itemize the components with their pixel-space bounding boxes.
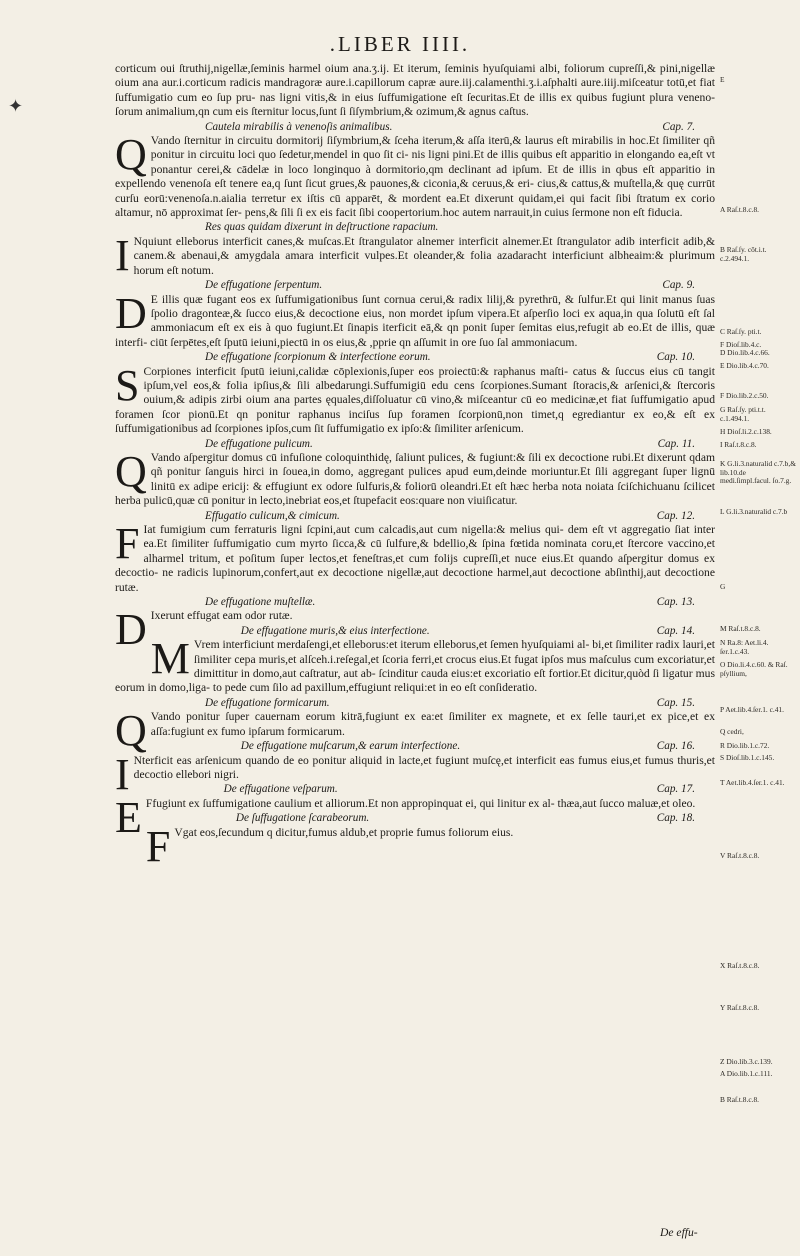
drop-initial: F: [115, 519, 140, 568]
paragraph-text: Nquiunt elleborus interficit canes,& muſcas.Et ſtrangulator alnemer interficit alnemer.Et ſtrangulator adib interficit adib,& canem.& abenaui,& amygdala amara interficit vulpes.Et oleander,& folia azadaracht interficiunt albheaim:& plurimum horum eſt notum.: [133, 234, 715, 277]
paragraph-text: Vando aſpergitur domus cū infuſione coloquinthidę, ſaliunt pulices, & fugiunt:& ſili ex decoctione rubi.Et dixerunt qdam qñ ponitur ſanguis hirci in ſouea,in domo, aggregant pulices apud eum,deinde moriuntur.Et ſili aggregant ſuper lignū linitū ex adipe ericij: & effugiunt ex odore ſulfuris,& foliorū oleandri.Et eſt hæc herba nota noiata ſciſchichuanu ſcilicet herba pulicū,quæ cū ponitur in lecto,inebriat eos,et ſtupefacit eos:quare non viuiſicatur.: [115, 450, 715, 508]
chapter-rubric: [134, 782, 715, 796]
chapter-number: Cap. 11.: [657, 437, 695, 450]
chapter-number: Cap. 13.: [656, 596, 695, 609]
margin-note: T Aet.lib.4.ſer.1. c.41.: [720, 778, 785, 787]
paragraph-text: Vgat eos,ſecundum q dicitur,fumus aldub,et proprie fumus foliorum eius.: [174, 825, 514, 839]
drop-initial: S: [115, 360, 140, 410]
chapter-number: Cap. 14.: [656, 624, 695, 637]
chapter-number: Cap. 18.: [656, 812, 695, 825]
rubric-title: De effugatione ſcorpionum & interfectione eorum.: [205, 351, 431, 364]
margin-note: F Dioſ.lib.4.c.: [720, 340, 762, 349]
chapter-rubric: [115, 509, 715, 523]
rubric-title: De effugatione formicarum.: [205, 696, 330, 709]
main-text-column: [115, 62, 715, 871]
drop-initial: D: [115, 288, 147, 338]
text-paragraph: [115, 62, 715, 120]
margin-note: Q cedri,: [720, 727, 744, 736]
margin-note: I Raſ.t.8.c.8.: [720, 440, 757, 449]
rubric-title: De effugatione muſcarum,& earum interfectione.: [240, 740, 461, 753]
margin-note: X Raſ.t.8.c.8.: [720, 961, 760, 970]
paragraph-text: Nterficit eas arſenicum quando de eo ponitur aliquid in lacte,et fugiunt muſcę,et interficit eas fumus eius,et fumus thuris,et decoctio ellebori nigri.: [133, 753, 715, 781]
rubric-title: De effugatione veſparum.: [223, 783, 338, 796]
chapter-rubric: [115, 437, 715, 451]
text-paragraph: [115, 130, 715, 220]
paragraph-text: Iat fumigium cum ferraturis ligni ſcpini,aut cum calcadis,aut cum nigella:& melius qui- dem eſt vt aggregatio ſiat inter ea.Et ſimiliter ſuffumigatio cum myrto ſicca,& cū ſulfure,& bdellio,& ſpina fœtida nominata coru,et ſtercore vaccino,et alharmel tritum, et poſitum ſuper lectos,et feneſtras,et cum folijs cupreſſi,et nuce eius.Et quando aſpergitur domus ex decoctio- ne radicis lupinorum,confert,aut ex decoctione nigellæ,aut decoctione harmel,aut decoctione abſinthij,aut decoctione rutæ.: [115, 523, 715, 594]
rubric-title: De effugatione pulicum.: [205, 437, 313, 450]
paragraph-text: Ffugiunt ex ſuffumigatione caulium et alliorum.Et non appropinquat ei, qui linitur ex al- thæa,aut ſucco maluæ,et oleo.: [145, 796, 696, 810]
paragraph-text: Corpiones interficit ſputū ieiuni,calidæ cōplexionis,ſuper eos proiectū:& raphanus maſti- catus & ſuccus eius cū tangit ipſum,vel eos,& folia ipſius,& ſili albedarungi.Suffumigiū edu cens ſcorpiones.Sumant ſtoracis,& arſenici,& ſtercoris ouium,& adipis zirbi oium ana partes ęquales,diſſoluatur cū vino,& miſceantur cū eo medicinæ,et fiat ſuffumigatio apud foramen ſcor pionū.Et qn ponitur raphanus inciſus ſup foramen ſcorpionū,non timet,q egrediantur ex eo,& eſt ex ſuffumigationibus ad ſcorpiones ipſos,cum ſit ſuffumigatio ex ipſo:& ſimiliter arſenicum.: [115, 364, 715, 436]
chapter-number: Cap. 17.: [656, 783, 695, 796]
paragraph-text: Vrem interficiunt merdaſengi,et elleborus:et iterum elleborus,et ſemen hyuſquiami al- bi,et ſimiliter radix lauri,et ſimiliter cepa muris,et alſceh.i.reſegal,et ſcoria ferri,et crocus eius.Et fugat ipſos mus maſculus cum excoriatur,et dimittitur in domo,aut caſtratur, aut ab- ſcinditur cauda eius:et excoriatio eſt fortior.Et dicitur,quòd ſi ligatur mus eorum in domo,liga- to pede cum ſilo ad paxillum,effugiunt reliqui:et in eo eſt conſideratio.: [115, 638, 715, 695]
chapter-rubric: [146, 811, 715, 825]
margin-note: E: [720, 75, 725, 84]
paragraph-text: corticum oui ſtruthij,nigellæ,ſeminis harmel oium ana.ʒ.ij. Et iterum, ſeminis hyuſquiami albi, foliorum cupreſſi,& pini,nigellæ oium ana aur.i.corticum radicis mandragoræ aure.i.capillorum capræ aure.iij.calamenthi.ʒ.i.aſphalti aure.iiij.miſceatur totū,et fiat ſuffumigatio cum eo ſup pru- nas ligni vitis,& in eius ſuffumigatione eſt ſecuritas.Et de illis ex quibus fugiunt plura veneno- ſorum animalium,qn cum eis ſternitur locus,ſunt ſi ſiſymbrium,& ozimum,& agnus caſtus.: [115, 62, 715, 119]
drop-initial: Q: [115, 130, 147, 180]
rubric-title: Effugatio culicum,& cimicum.: [205, 509, 340, 522]
chapter-rubric: [115, 278, 715, 292]
rubric-title: De effugatione ſerpentum.: [205, 279, 323, 292]
text-paragraph: [115, 634, 715, 696]
catchword: De effu-: [660, 1226, 698, 1239]
margin-note: F Dio.lib.2.c.50.: [720, 391, 769, 400]
margin-note: S Dioſ.lib.1.c.145.: [720, 753, 775, 762]
drop-initial: E: [115, 792, 142, 842]
paragraph-text: E illis quæ fugant eos ex ſuffumigationibus ſunt cornua cerui,& radix lilij,& pyrethrū, & ſulfur.Et qui linit manus ſuas ſpolio dragonteæ,& ſucco eius,& decoctione eius, non mordet ipſum vipera.Et aſperſio loci ex aqua,in qua ſolutū eſt ſal ammoniacum eſt ex eis à quo fugiunt.Et ſinapis iterficit eā,& qn ponit ſuper ſemitas eius,refugit ab eo.Et de illis, quæ interfi- ciūt ſerpētes,eſt ſputū ieiuni,piectū in os eius,& ,pprie qn aſſumit in ore ſuo ſal ammoniacum.: [115, 292, 715, 349]
rubric-title: De effugatione muſtellæ.: [205, 596, 316, 609]
margin-note: E Dio.lib.4.c.70.: [720, 361, 769, 370]
chapter-number: Cap. 9.: [662, 279, 695, 292]
chapter-rubric: [151, 624, 715, 638]
chapter-rubric: [115, 120, 715, 134]
text-paragraph: [115, 230, 715, 280]
margin-note: C Raſ.ſy. pti.t.: [720, 327, 762, 336]
rubric-title: De ſuffugatione ſcarabeorum.: [235, 812, 370, 825]
drop-initial: Q: [115, 446, 147, 496]
margin-note: G Raſ.ſy. pti.t.t. c.1.494.1.: [720, 405, 766, 423]
drop-initial: I: [115, 230, 130, 280]
margin-note: P Aet.lib.4.ſer.1. c.41.: [720, 705, 784, 714]
drop-initial: M: [150, 634, 190, 684]
chapter-rubric: [115, 595, 715, 609]
text-paragraph: [115, 360, 715, 437]
margin-note: L G.li.3.naturalid c.7.b: [720, 507, 788, 516]
margin-ornament-icon: ✦: [8, 96, 24, 117]
drop-initial: D: [115, 605, 147, 655]
chapter-rubric: [115, 220, 715, 234]
paragraph-text: Vando ponitur ſuper cauernam eorum kitrā,fugiunt ex ea:et ſimiliter ex magnete, et ex ſelle tauri,et ex pice,et ex aſſa:fugiunt ex fumo ipſarum formicarum.: [150, 710, 715, 738]
running-head: .LIBER IIII.: [329, 32, 471, 56]
margin-note: K G.li.3.naturalid c.7.b,& lib.10.de medi.ſimpl.facul. ſo.7.g.: [720, 459, 796, 486]
chapter-number: Cap. 7.: [662, 120, 695, 133]
margin-note: V Raſ.t.8.c.8.: [720, 851, 760, 860]
chapter-number: Cap. 10.: [656, 351, 695, 364]
text-paragraph: [115, 446, 715, 509]
paragraph-text: Vando ſternitur in circuitu dormitorij ſiſymbrium,& ſceha iterum,& aſſa iterū,& laurus eſt mirabilis in hoc.Et ſimiliter qñ ponitur in circuitu loci quo ſedetur,mendel in quo ſit ci- nis ligni pini.Et de illis quibus eſt apparitio in elongando ea,eſt vt ponantur cerei,& cādelæ in loco longinquo à dormitorio,qm declinant ad ipſum. Et de illis in qbus eſt apparitio in expellendo venenoſa eſt tenere ea,q ſunt ſicut grues,& pauones,& ciconia,& ceruus,& eri- cius,& cattus,& muſtella,& quę currūt curſu eorū:venenoſa.n.aialia terretur ex iſtis cū apparēt, & mordent ea.Et dixerunt quidam,ei qui facit ſibi ſtratum ex corio altamur, nō approximat ſer- pens,& ſili ſi ex eis facit ſibi coopertorium.hoc autem narrauit,in cuius ſermone non eſt fiducia.: [115, 134, 715, 220]
chapter-number: Cap. 16.: [656, 740, 695, 753]
text-paragraph: [115, 821, 715, 871]
rubric-title: De effugatione muris,& eius interfectione.: [240, 624, 430, 637]
margin-note: O Dio.li.4.c.60. & Raſ. pſyllium,: [720, 660, 788, 678]
margin-note: A Dio.lib.1.c.111.: [720, 1069, 773, 1078]
margin-note: Z Dio.lib.3.c.139.: [720, 1057, 773, 1066]
drop-initial: F: [145, 821, 171, 871]
margin-note: G: [720, 582, 726, 591]
paragraph-text: Ixerunt effugat eam odor rutæ.: [150, 609, 293, 623]
margin-note: H Dioſ.li.2.c.138.: [720, 427, 772, 436]
margin-note: A Raſ.t.8.c.8.: [720, 205, 760, 214]
drop-initial: Q: [115, 706, 147, 756]
rubric-title: Res quas quidam dixerunt in deſtructione rapacium.: [205, 221, 439, 234]
margin-note: D Dio.lib.4.c.66.: [720, 348, 770, 357]
chapter-rubric: [115, 350, 715, 364]
margin-note: R Dio.lib.1.c.72.: [720, 741, 770, 750]
margin-note: Y Raſ.t.8.c.8.: [720, 1003, 760, 1012]
drop-initial: I: [115, 749, 130, 799]
margin-note: B Raſ.ſy. cōt.i.t. c.2.494.1.: [720, 245, 767, 263]
chapter-rubric: [151, 739, 715, 753]
margin-note: N Ra.8: Aet.li.4. ſer.1.c.43.: [720, 638, 769, 656]
chapter-number: Cap. 15.: [656, 696, 695, 709]
text-paragraph: [115, 519, 715, 595]
rubric-title: Cautela mirabilis à venenoſis animalibus.: [205, 120, 393, 133]
margin-note: M Raſ.t.8.c.8.: [720, 624, 761, 633]
chapter-number: Cap. 12.: [656, 509, 695, 522]
text-paragraph: [115, 288, 715, 351]
chapter-rubric: [115, 696, 715, 710]
margin-note: B Raſ.t.8.c.8.: [720, 1095, 760, 1104]
